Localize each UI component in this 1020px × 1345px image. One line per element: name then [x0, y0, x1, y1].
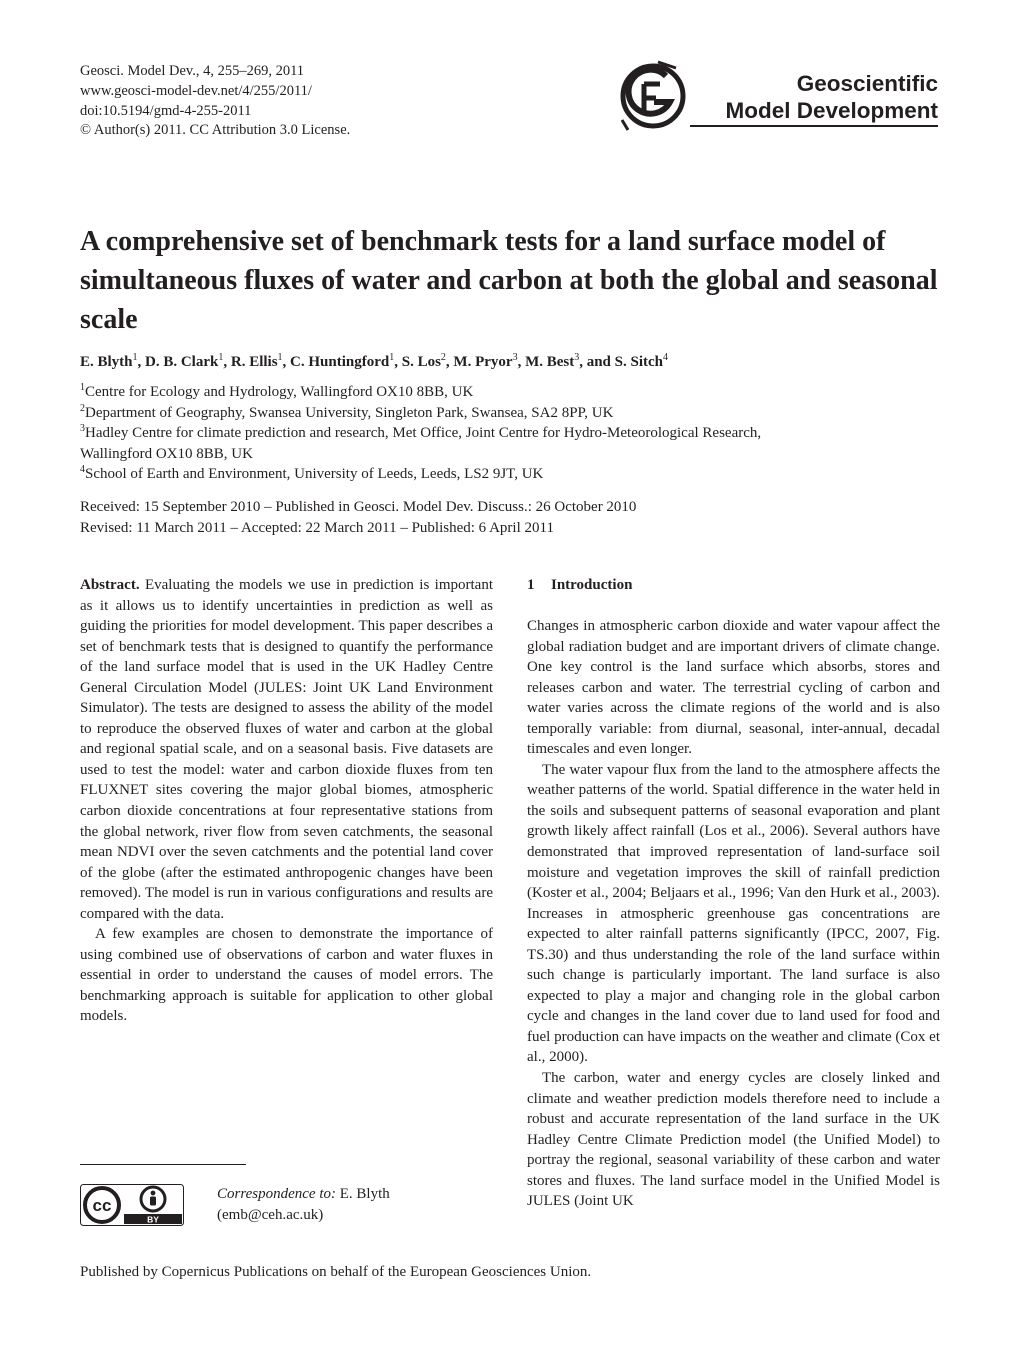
cc-by-license-icon: [80, 1184, 184, 1226]
publication-dates: [80, 497, 950, 538]
affiliation-text: Department of Geography, Swansea University, Singleton Park, Swansea, SA2 8PP, UK: [85, 404, 614, 421]
author-affiliation-mark: 4: [663, 352, 669, 363]
affiliation-item: [80, 382, 950, 403]
section-number: 1: [527, 577, 535, 593]
logo-divider: [690, 125, 938, 127]
affiliation-number: 2: [80, 402, 85, 414]
author-affiliation-mark: 1: [218, 352, 224, 363]
correspondence-email[interactable]: (emb@ceh.ac.uk): [217, 1207, 324, 1223]
section-heading: [527, 575, 940, 616]
author-separator: ,: [445, 354, 454, 370]
intro-paragraph: Changes in atmospheric carbon dioxide and water vapour affect the global radiation budget and are important drivers of climate change. One key control is the land surface which absorbs, stores and releases carbon and water. The terrestrial cycling of carbon and water varies across the climate regions of the world and is also temporally variable: from diurnal, seasonal, inter-annual, decadal timescales and even longer.: [527, 618, 940, 758]
affiliation-continuation: Wallingford OX10 8BB, UK: [80, 445, 253, 462]
author-name: M. Pryor: [453, 354, 513, 370]
journal-logo-icon: [614, 56, 692, 134]
author-name: S. Sitch: [614, 354, 664, 370]
author-separator: ,: [223, 354, 231, 370]
abstract-text: Evaluating the models we use in prediction is important as it allows us to identify uncertainties in prediction as well as guiding the priorities for model development. This paper describes a set of benchmark tests that is designed to quantify the performance of the land surface model that is used in the UK Hadley Centre General Circulation Model (JULES: Joint UK Land Environment Simulator). The tests are designed to assess the ability of the model to reproduce the observed fluxes of water and carbon at the global and regional spatial scale, and on a seasonal basis. Five datasets are used to test the model: water and carbon dioxide fluxes from ten FLUXNET sites covering the major global biomes, atmospheric carbon dioxide concentrations at four representative stations from the global network, river flow from seven catchments, the seasonal mean NDVI over the seven catchments and the potential land cover of the globe (after the estimated anthropogenic changes have been removed). The model is run in various configurations and results are compared with the data.: [80, 577, 493, 922]
affiliation-item: [80, 423, 950, 444]
author-list: [80, 352, 950, 372]
author-name: C. Huntingford: [290, 354, 390, 370]
affiliation-number: 1: [80, 382, 85, 393]
affiliation-text: Centre for Ecology and Hydrology, Wallingford OX10 8BB, UK: [85, 384, 474, 400]
cc-by-label: BY: [147, 1214, 159, 1225]
affiliation-number: 3: [80, 423, 85, 434]
intro-paragraph: The water vapour flux from the land to the atmosphere affects the weather patterns of the world. Spatial difference in the water held in the soils and subsequent patterns of seasonal evaporation and plant growth likely affect rainfall (Los et al., 2006). Several authors have demonstrated that improved representation of land-surface soil moisture and vegetation improves the skill of rainfall prediction (Koster et al., 2004; Beljaars et al., 1996; Van den Hurk et al., 2003). Increases in atmospheric greenhouse gas concentrations are expected to alter rainfall patterns significantly (IPCC, 2007, Fig. TS.30) and thus understanding the role of the land surface within such change is particularly important. The land surface is also expected to play a major and changing role in the global carbon cycle and changes in the land cover due to land used for food and fuel production can have impacts on the weather and climate (Cox et al., 2000).: [527, 761, 940, 1066]
correspondence-label: Correspondence to:: [217, 1186, 337, 1202]
correspondence-note: [217, 1184, 477, 1226]
author-name: D. B. Clark: [145, 354, 219, 370]
left-column: [80, 575, 493, 1027]
intro-paragraph: The carbon, water and energy cycles are closely linked and climate and weather prediction models therefore need to include a robust and accurate representation of the land surface in the UK Hadley Centre Climate Prediction model (the Unified Model) to portray the regional, seasonal variability of these carbon and water stores and fluxes. The land surface model in the Unified Model is JULES (Joint UK: [527, 1070, 940, 1210]
affiliation-text: School of Earth and Environment, University of Leeds, Leeds, LS2 9JT, UK: [85, 466, 544, 482]
author-affiliation-mark: 3: [512, 352, 518, 363]
author-name: E. Blyth: [80, 354, 133, 370]
paper-title: A comprehensive set of benchmark tests for a land surface model of simultaneous fluxes of water and carbon at both the global and seasonal scale: [80, 226, 938, 335]
page-footer: Published by Copernicus Publications on behalf of the European Geosciences Union.: [80, 1264, 592, 1280]
author-name: R. Ellis: [230, 354, 278, 370]
affiliation-list: [80, 382, 950, 485]
correspondence-name: E. Blyth: [336, 1186, 390, 1202]
author-separator: ,: [517, 354, 526, 370]
affiliation-text: Hadley Centre for climate prediction and research, Met Office, Joint Centre for Hydro-Meteorological Research,: [85, 425, 762, 441]
journal-name: [694, 70, 938, 124]
author-separator: ,: [394, 354, 402, 370]
affiliation-number: 4: [80, 464, 85, 475]
author-separator: , and: [579, 354, 615, 370]
author-affiliation-mark: 1: [389, 352, 395, 363]
abstract-paragraph: [80, 575, 493, 924]
author-affiliation-mark: 1: [132, 352, 138, 363]
citation-line: © Author(s) 2011. CC Attribution 3.0 License.: [80, 122, 351, 139]
affiliation-item: [80, 403, 950, 424]
author-separator: ,: [137, 354, 146, 370]
right-column: [527, 575, 940, 1212]
citation-block: [80, 62, 460, 141]
affiliation-item: [80, 464, 950, 485]
author-separator: ,: [282, 354, 291, 370]
author-name: S. Los: [401, 354, 441, 370]
abstract-paragraph: A few examples are chosen to demonstrate the importance of using combined use of observations of carbon and water fluxes in essential in order to understand the causes of model errors. The benchmarking approach is suitable for application to other global models.: [80, 926, 493, 1025]
footnote-divider: [80, 1164, 246, 1165]
author-affiliation-mark: 2: [440, 352, 446, 363]
journal-name-line1: Geoscientific: [796, 71, 938, 96]
abstract-label: Abstract.: [80, 577, 140, 593]
author-name: M. Best: [525, 354, 575, 370]
author-affiliation-mark: 3: [574, 352, 580, 363]
svg-text:cc: cc: [92, 1196, 112, 1215]
dates-line: Revised: 11 March 2011 – Accepted: 22 March 2011 – Published: 6 April 2011: [80, 519, 554, 536]
author-affiliation-mark: 1: [277, 352, 283, 363]
citation-line: doi:10.5194/gmd-4-255-2011: [80, 102, 252, 119]
dates-line: Received: 15 September 2010 – Published in Geosci. Model Dev. Discuss.: 26 October 2010: [80, 499, 637, 515]
citation-line: Geosci. Model Dev., 4, 255–269, 2011: [80, 63, 305, 79]
journal-name-line2: Model Development: [725, 98, 938, 123]
citation-line: www.geosci-model-dev.net/4/255/2011/: [80, 82, 312, 99]
section-title: Introduction: [551, 577, 633, 593]
